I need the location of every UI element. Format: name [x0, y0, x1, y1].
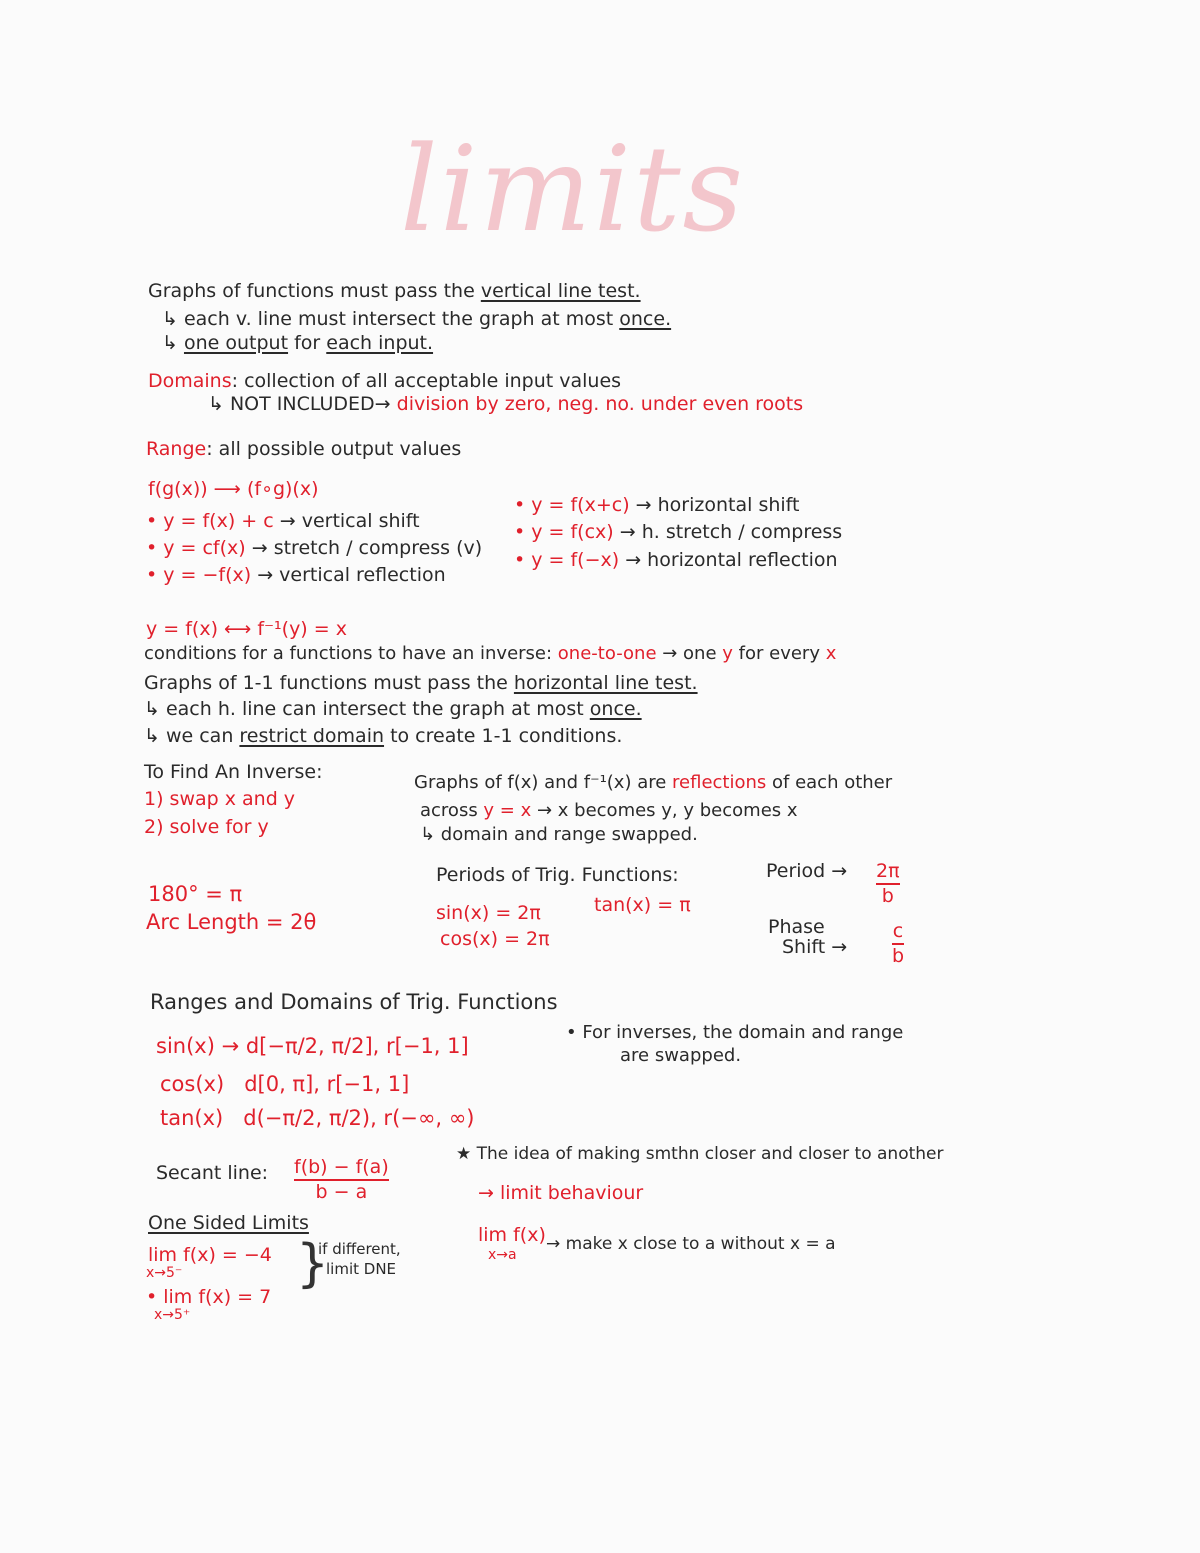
numerator: 2π	[876, 860, 900, 882]
cos-label: cos(x)	[160, 1072, 225, 1096]
cos-range-domain	[160, 1074, 409, 1095]
sin-period: sin(x) = 2π	[436, 902, 541, 924]
text: ↳ NOT INCLUDED→	[208, 393, 397, 415]
page-title: limits	[400, 120, 746, 258]
periods-heading: Periods of Trig. Functions:	[436, 864, 679, 886]
h-line-once-line	[144, 700, 642, 719]
description: → horizontal shift	[635, 494, 800, 516]
text: for	[288, 332, 327, 354]
text: to create 1-1 conditions.	[384, 725, 623, 747]
text: ↳	[162, 332, 184, 354]
transform-left-1	[146, 539, 482, 558]
transform-right-0	[514, 496, 799, 515]
text: → one	[656, 643, 723, 664]
cos-values: d[0, π], r[−1, 1]	[244, 1072, 410, 1096]
text: ↳ each h. line can intersect the graph at most	[144, 698, 590, 720]
sin-range-domain: sin(x) → d[−π/2, π/2], r[−1, 1]	[156, 1034, 469, 1058]
arc-length	[146, 912, 316, 933]
lim-subscript: x→a	[488, 1247, 517, 1263]
text: → x becomes y, y becomes x	[531, 800, 798, 821]
domain-range-swapped: ↳ domain and range swapped.	[420, 824, 698, 845]
reflection-line	[414, 774, 892, 792]
transform-left-2	[146, 566, 446, 585]
each-input-term: each input.	[326, 332, 434, 354]
text: across	[420, 800, 484, 821]
ranges-domains-heading: Ranges and Domains of Trig. Functions	[150, 990, 558, 1014]
text: Graphs of f(x) and f⁻¹(x) are	[414, 772, 673, 793]
cos-period: cos(x) = 2π	[440, 928, 550, 950]
inverse-step-1: 1) swap x and y	[144, 788, 296, 810]
limit-description: → make x close to a without x = a	[546, 1234, 836, 1254]
vertical-line-test-line	[148, 282, 641, 301]
exclusions: division by zero, neg. no. under even roots	[396, 393, 804, 415]
text: conditions for a functions to have an inverse:	[144, 643, 558, 664]
y-term: y	[722, 643, 733, 664]
period-label: Period →	[766, 860, 848, 882]
tan-label: tan(x)	[160, 1106, 224, 1130]
inverse-step-2: 2) solve for y	[144, 816, 269, 838]
numerator: f(b) − f(a)	[294, 1156, 389, 1178]
restrict-domain-line	[144, 727, 622, 746]
limit-idea: ★ The idea of making smthn closer and closer to another	[456, 1144, 944, 1164]
denominator: b − a	[315, 1181, 368, 1203]
denominator: b	[881, 885, 894, 907]
description: → vertical shift	[279, 510, 420, 532]
domain-text: : collection of all acceptable input values	[231, 370, 622, 392]
equation: • y = −f(x)	[146, 564, 252, 586]
composition: f(g(x)) ⟶ (f∘g)(x)	[148, 478, 319, 500]
brace-icon: }	[296, 1234, 330, 1294]
equation: • y = f(x) + c	[146, 510, 274, 532]
one-output-line	[162, 334, 433, 353]
text: for every	[732, 643, 826, 664]
domain-not-included	[208, 395, 803, 414]
transform-right-1	[514, 523, 842, 542]
phase-label: Phase	[768, 916, 825, 938]
restrict-domain-term: restrict domain	[239, 725, 385, 747]
right-limit: • lim f(x) = 7	[146, 1286, 272, 1308]
period-fraction	[876, 862, 900, 906]
intersect-once-line	[162, 310, 671, 329]
transform-right-2	[514, 551, 838, 570]
secant-label: Secant line:	[156, 1162, 269, 1184]
text: ↳ we can	[144, 725, 240, 747]
one-to-one-term: one-to-one	[557, 643, 657, 664]
right-limit-subscript: x→5⁺	[154, 1307, 191, 1323]
once-term: once.	[619, 308, 672, 330]
left-limit: lim f(x) = −4	[148, 1244, 272, 1266]
reflections-term: reflections	[672, 772, 767, 793]
one-sided-limits-heading: One Sided Limits	[148, 1212, 309, 1234]
tan-period: tan(x) = π	[594, 894, 691, 916]
equation: • y = cf(x)	[146, 537, 246, 559]
text: Graphs of 1-1 functions must pass the	[144, 672, 514, 694]
inverse-conditions	[144, 645, 836, 663]
find-inverse-heading: To Find An Inverse:	[144, 761, 323, 783]
inverse-note-line1: • For inverses, the domain and range	[566, 1022, 904, 1043]
tan-range-domain	[160, 1108, 474, 1129]
description: → stretch / compress (v)	[251, 537, 483, 559]
limit-behaviour: → limit behaviour	[478, 1182, 644, 1204]
range-text: : all possible output values	[206, 438, 462, 460]
horizontal-line-test-line	[144, 674, 698, 693]
text: of each other	[766, 772, 893, 793]
lim-f-x: lim f(x)	[478, 1224, 546, 1246]
denominator: b	[892, 945, 905, 967]
domain-label: Domains	[148, 370, 232, 392]
x-term: x	[825, 643, 837, 664]
text: ↳ each v. line must intersect the graph at most	[162, 308, 620, 330]
domain-definition	[148, 372, 621, 391]
degrees-to-pi: 180° = π	[148, 882, 243, 906]
across-line	[420, 802, 798, 820]
transform-left-0	[146, 512, 420, 531]
one-output-term: one output	[183, 332, 289, 354]
once-term: once.	[589, 698, 642, 720]
inverse-note-line2: are swapped.	[620, 1045, 742, 1066]
description: → h. stretch / compress	[619, 521, 843, 543]
dne-note-line2: limit DNE	[326, 1260, 397, 1278]
range-label: Range	[146, 438, 207, 460]
phase-fraction	[892, 922, 904, 966]
left-limit-subscript: x→5⁻	[146, 1265, 183, 1281]
equation: • y = f(cx)	[514, 521, 614, 543]
tan-values: d(−π/2, π/2), r(−∞, ∞)	[243, 1106, 475, 1130]
inverse-equation: y = f(x) ⟷ f⁻¹(y) = x	[146, 618, 347, 640]
secant-fraction	[294, 1158, 389, 1202]
y-equals-x: y = x	[483, 800, 532, 821]
arc-length-value: 2θ	[290, 910, 317, 934]
vertical-line-test-term: vertical line test.	[480, 280, 641, 302]
horizontal-line-test-term: horizontal line test.	[513, 672, 698, 694]
range-definition	[146, 440, 461, 459]
description: → vertical reflection	[257, 564, 446, 586]
equation: • y = f(−x)	[514, 549, 620, 571]
shift-label: Shift →	[782, 936, 848, 958]
description: → horizontal reflection	[625, 549, 838, 571]
dne-note-line1: if different,	[318, 1240, 401, 1258]
equation: • y = f(x+c)	[514, 494, 630, 516]
text: Graphs of functions must pass the	[148, 280, 481, 302]
arc-length-label: Arc Length =	[146, 910, 291, 934]
numerator: c	[892, 920, 904, 942]
